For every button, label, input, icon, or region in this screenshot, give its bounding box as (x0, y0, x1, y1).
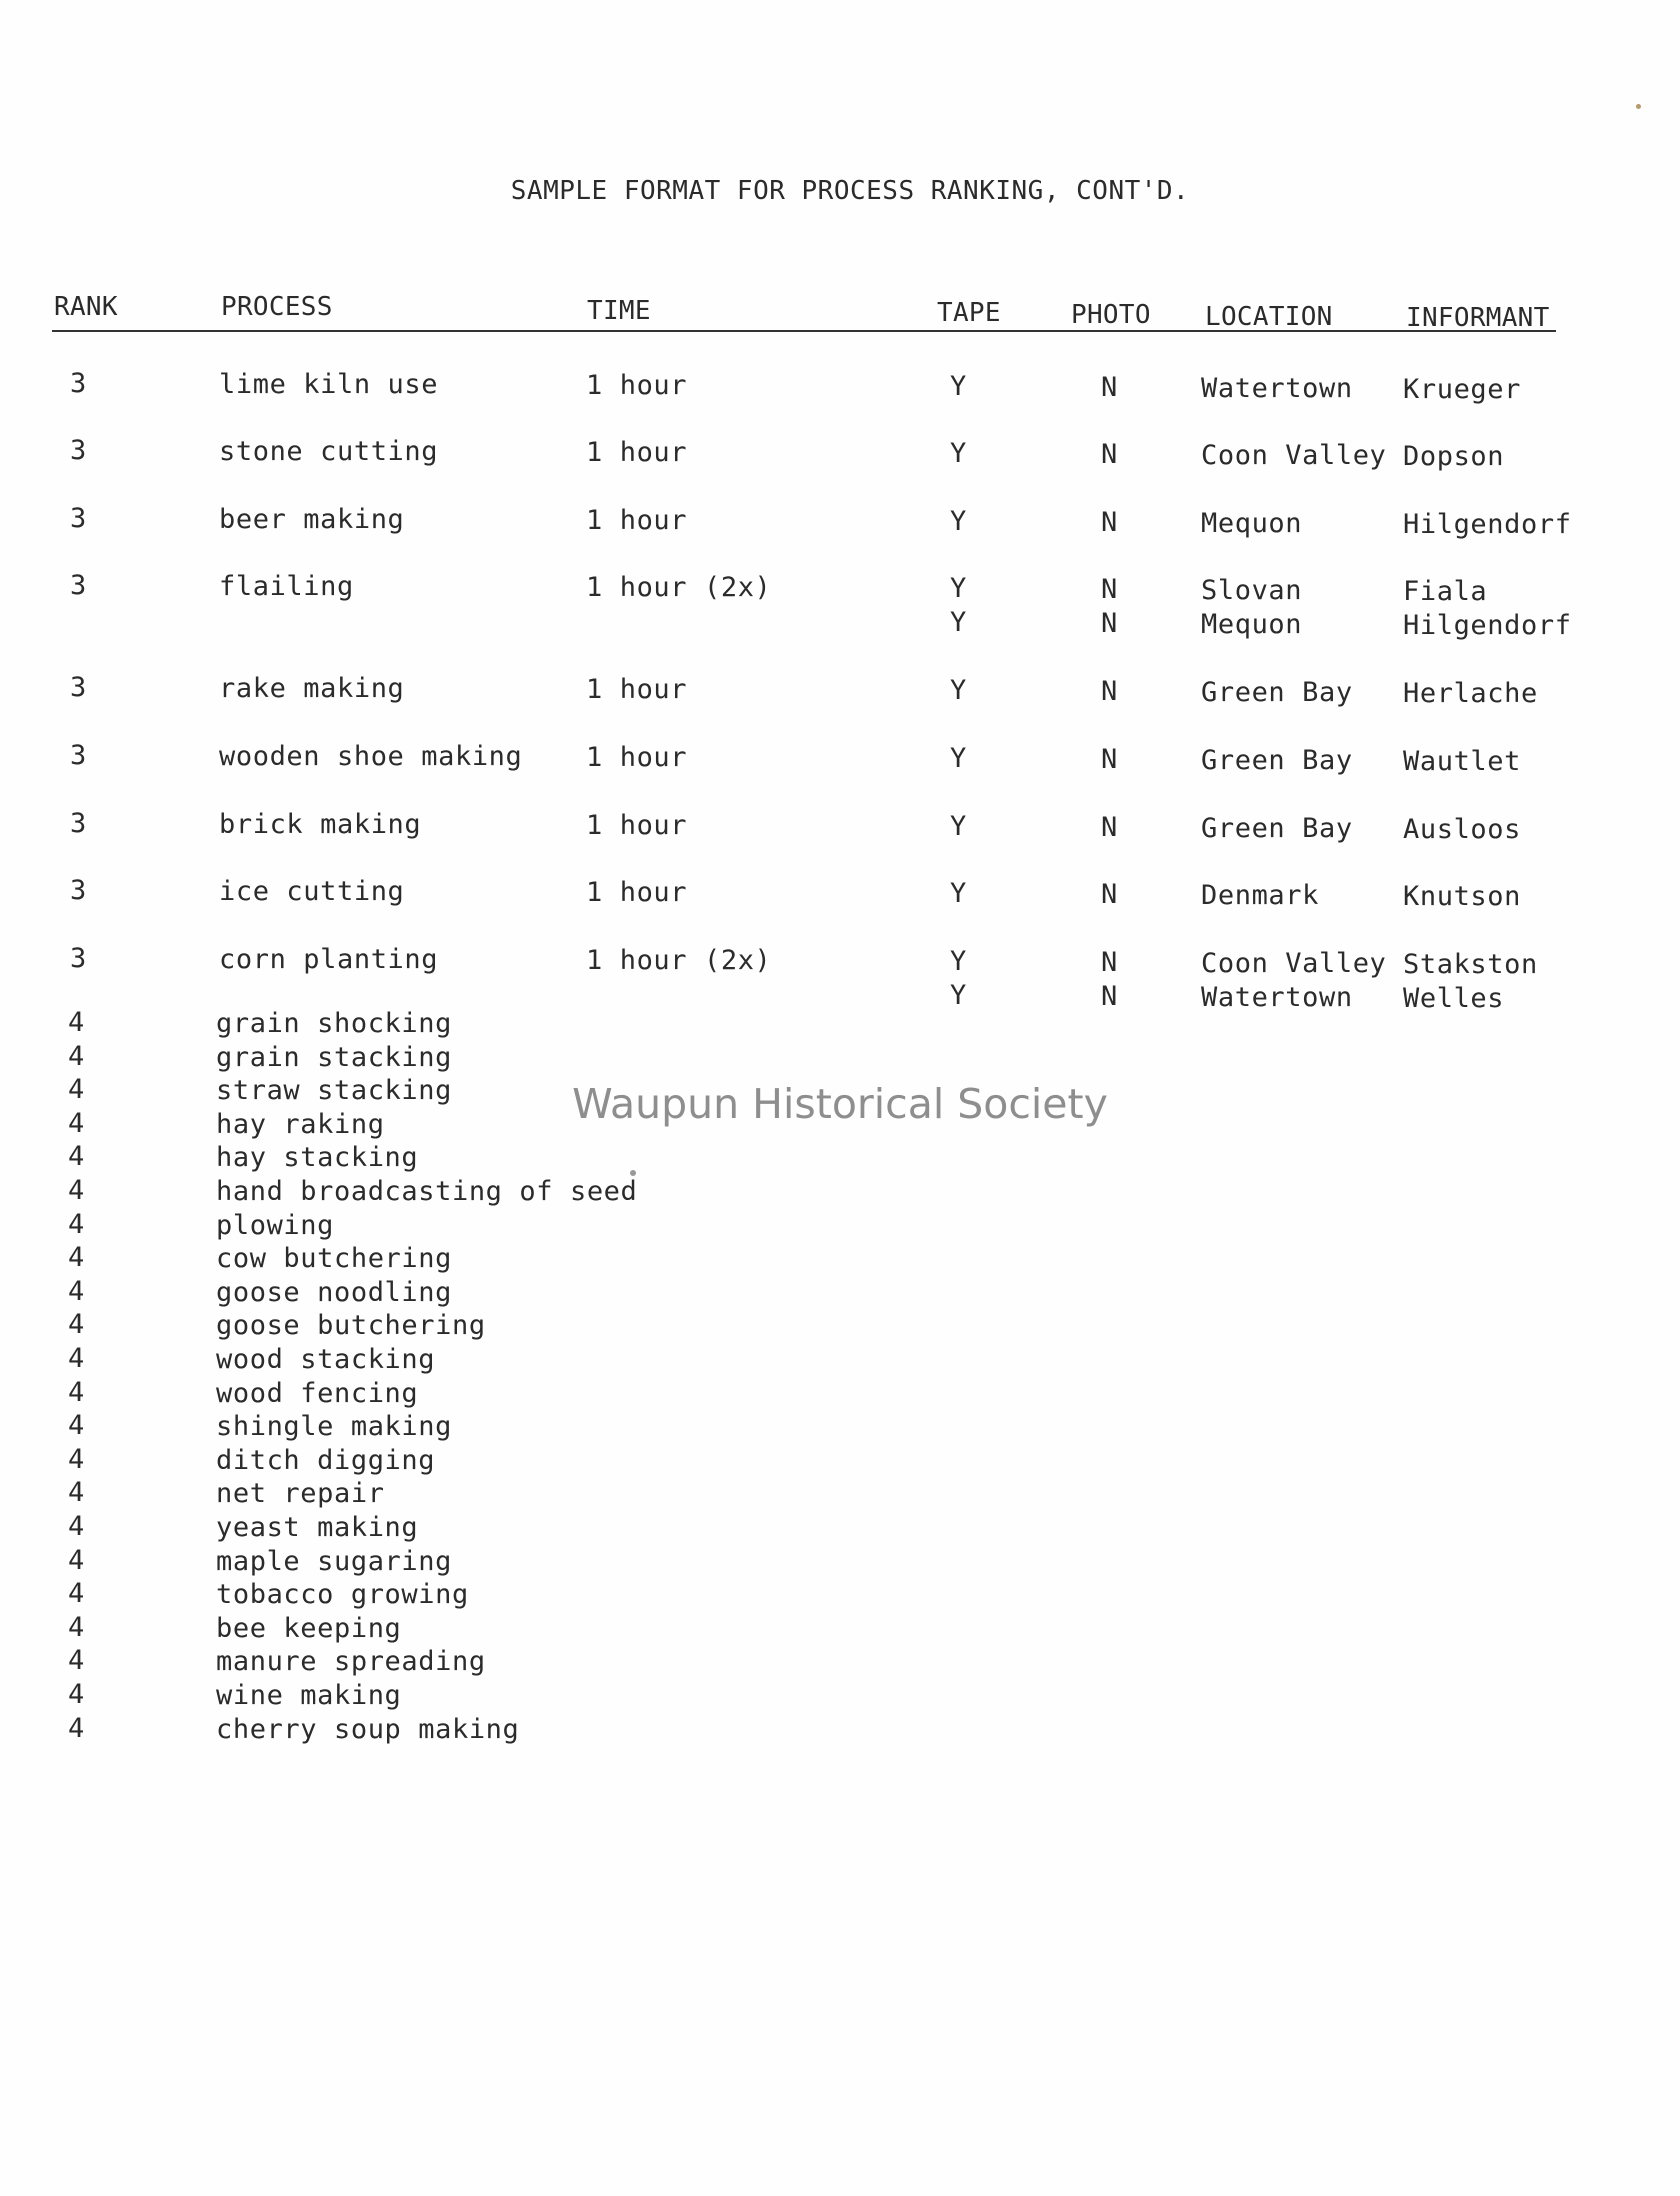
cell-process: wine making (216, 1680, 402, 1711)
cell-rank: 4 (68, 1074, 85, 1105)
cell-informant: Hilgendorf (1403, 509, 1572, 540)
cell-process: wood fencing (216, 1378, 419, 1409)
cell-rank: 3 (70, 435, 87, 466)
cell-process: yeast making (216, 1512, 419, 1543)
header-rule (52, 330, 1556, 332)
cell-location: Mequon (1201, 609, 1303, 640)
cell-rank: 4 (68, 1477, 85, 1508)
cell-time: 1 hour (2x) (586, 572, 772, 603)
cell-process: hay stacking (216, 1142, 419, 1173)
cell-tape: Y (950, 980, 967, 1011)
cell-rank: 4 (68, 1141, 85, 1172)
cell-informant: Herlache (1403, 678, 1538, 709)
cell-process: beer making (219, 504, 405, 535)
cell-informant: Krueger (1403, 374, 1521, 405)
cell-process: corn planting (219, 944, 439, 975)
cell-time: 1 hour (586, 877, 688, 908)
cell-rank: 4 (68, 1343, 85, 1374)
cell-rank: 3 (70, 503, 87, 534)
cell-process: cow butchering (216, 1243, 452, 1274)
header-photo: PHOTO (1071, 300, 1151, 330)
cell-rank: 4 (68, 1041, 85, 1072)
cell-photo: N (1101, 879, 1118, 910)
cell-location: Green Bay (1201, 813, 1353, 844)
cell-process: hay raking (216, 1109, 385, 1140)
cell-informant: Hilgendorf (1403, 610, 1572, 641)
header-time: TIME (587, 296, 651, 326)
cell-process: wood stacking (216, 1344, 436, 1375)
cell-tape: Y (950, 438, 967, 469)
cell-tape: Y (950, 607, 967, 638)
cell-rank: 4 (68, 1309, 85, 1340)
cell-informant: Knutson (1403, 881, 1521, 912)
cell-process: flailing (219, 571, 354, 602)
cell-photo: N (1101, 439, 1118, 470)
header-rank: RANK (54, 292, 118, 322)
header-location: LOCATION (1205, 302, 1333, 332)
cell-rank: 4 (68, 1209, 85, 1240)
cell-rank: 4 (68, 1276, 85, 1307)
cell-process: ditch digging (216, 1445, 436, 1476)
cell-location: Denmark (1201, 880, 1319, 911)
cell-rank: 4 (68, 1108, 85, 1139)
cell-process: brick making (219, 809, 422, 840)
cell-photo: N (1101, 981, 1118, 1012)
cell-informant: Welles (1403, 983, 1505, 1014)
cell-location: Slovan (1201, 575, 1303, 606)
cell-tape: Y (950, 573, 967, 604)
cell-process: shingle making (216, 1411, 452, 1442)
cell-informant: Fiala (1403, 576, 1488, 607)
cell-location: Green Bay (1201, 745, 1353, 776)
cell-photo: N (1101, 574, 1118, 605)
cell-rank: 4 (68, 1410, 85, 1441)
cell-location: Mequon (1201, 508, 1303, 539)
cell-rank: 3 (70, 875, 87, 906)
cell-process: tobacco growing (216, 1579, 469, 1610)
cell-rank: 3 (70, 943, 87, 974)
cell-tape: Y (950, 946, 967, 977)
cell-process: grain shocking (216, 1008, 452, 1039)
cell-rank: 4 (68, 1679, 85, 1710)
cell-rank: 4 (68, 1645, 85, 1676)
cell-rank: 3 (70, 570, 87, 601)
cell-location: Watertown (1201, 373, 1353, 404)
cell-process: maple sugaring (216, 1546, 452, 1577)
cell-rank: 4 (68, 1545, 85, 1576)
cell-process: ice cutting (219, 876, 405, 907)
cell-rank: 3 (70, 672, 87, 703)
cell-tape: Y (950, 743, 967, 774)
cell-process: grain stacking (216, 1042, 452, 1073)
cell-rank: 3 (70, 808, 87, 839)
header-informant: INFORMANT (1406, 303, 1550, 333)
cell-process: cherry soup making (216, 1714, 520, 1745)
cell-rank: 4 (68, 1713, 85, 1744)
cell-time: 1 hour (586, 505, 688, 536)
cell-rank: 3 (70, 368, 87, 399)
cell-process: rake making (219, 673, 405, 704)
cell-location: Coon Valley (1201, 440, 1387, 471)
cell-time: 1 hour (586, 674, 688, 705)
cell-process: hand broadcasting of seed (216, 1176, 638, 1207)
cell-rank: 4 (68, 1007, 85, 1038)
cell-tape: Y (950, 675, 967, 706)
cell-tape: Y (950, 811, 967, 842)
cell-tape: Y (950, 506, 967, 537)
cell-tape: Y (950, 878, 967, 909)
cell-location: Coon Valley (1201, 948, 1387, 979)
cell-informant: Stakston (1403, 949, 1538, 980)
cell-rank: 4 (68, 1511, 85, 1542)
paper-speck (1636, 104, 1641, 109)
cell-photo: N (1101, 676, 1118, 707)
cell-process: straw stacking (216, 1075, 452, 1106)
cell-rank: 4 (68, 1242, 85, 1273)
header-process: PROCESS (221, 292, 333, 322)
cell-location: Watertown (1201, 982, 1353, 1013)
cell-informant: Ausloos (1403, 814, 1521, 845)
cell-rank: 4 (68, 1377, 85, 1408)
cell-time: 1 hour (2x) (586, 945, 772, 976)
cell-process: net repair (216, 1478, 385, 1509)
cell-rank: 4 (68, 1612, 85, 1643)
cell-photo: N (1101, 947, 1118, 978)
cell-photo: N (1101, 372, 1118, 403)
cell-rank: 4 (68, 1175, 85, 1206)
cell-photo: N (1101, 507, 1118, 538)
cell-rank: 3 (70, 740, 87, 771)
cell-photo: N (1101, 812, 1118, 843)
cell-process: stone cutting (219, 436, 439, 467)
cell-process: wooden shoe making (219, 741, 523, 772)
header-tape: TAPE (937, 298, 1001, 328)
cell-time: 1 hour (586, 370, 688, 401)
cell-process: goose butchering (216, 1310, 486, 1341)
cell-photo: N (1101, 608, 1118, 639)
cell-location: Green Bay (1201, 677, 1353, 708)
cell-process: goose noodling (216, 1277, 452, 1308)
cell-time: 1 hour (586, 810, 688, 841)
cell-photo: N (1101, 744, 1118, 775)
cell-rank: 4 (68, 1444, 85, 1475)
cell-time: 1 hour (586, 742, 688, 773)
cell-rank: 4 (68, 1578, 85, 1609)
cell-informant: Dopson (1403, 441, 1505, 472)
cell-process: lime kiln use (219, 369, 439, 400)
cell-process: bee keeping (216, 1613, 402, 1644)
page-title: SAMPLE FORMAT FOR PROCESS RANKING, CONT'D. (510, 176, 1190, 206)
cell-time: 1 hour (586, 437, 688, 468)
cell-process: plowing (216, 1210, 334, 1241)
cell-informant: Wautlet (1403, 746, 1521, 777)
paper-speck (630, 1170, 636, 1176)
cell-tape: Y (950, 371, 967, 402)
watermark: Waupun Historical Society (572, 1080, 1108, 1128)
cell-process: manure spreading (216, 1646, 486, 1677)
